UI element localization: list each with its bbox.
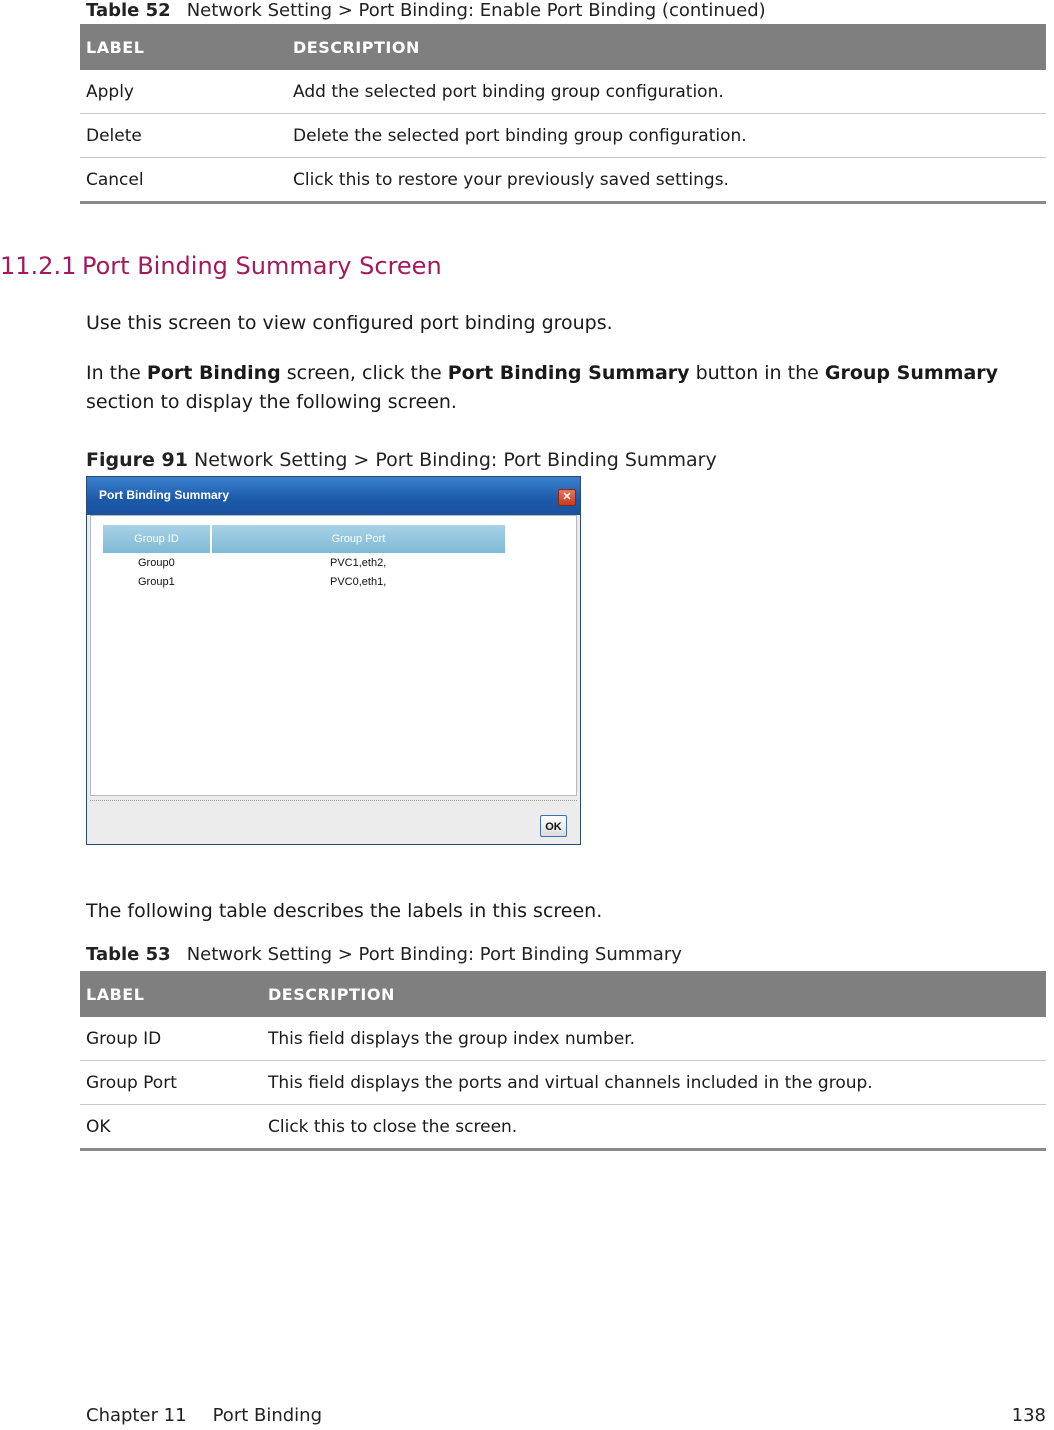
table-caption-text: Network Setting > Port Binding: Port Binding Summary [186, 944, 682, 965]
text-run: screen, click the [280, 362, 448, 384]
group-id-cell: Group1 [138, 576, 175, 588]
table-caption-text: Network Setting > Port Binding: Enable Port Binding (continued) [186, 0, 766, 21]
row-label: Cancel [80, 158, 287, 203]
bold-run: Port Binding [146, 362, 281, 384]
footer-chapter [86, 1405, 322, 1426]
figure-caption [86, 449, 717, 471]
bold-run: Port Binding Summary [447, 362, 690, 384]
bold-run: Group Summary [824, 362, 999, 384]
table-row [80, 70, 1046, 114]
footer-divider [90, 800, 577, 801]
figure-caption-text: Network Setting > Port Binding: Port Binding Summary [193, 449, 717, 471]
row-description: Click this to restore your previously saved settings. [287, 158, 1046, 203]
text-run: In the [86, 362, 147, 384]
text-run: section to display the following screen. [86, 391, 457, 413]
ok-button[interactable]: OK [540, 815, 567, 837]
page-number: 138 [1011, 1405, 1046, 1426]
chapter-title: Port Binding [212, 1405, 323, 1426]
row-description: Add the selected port binding group configuration. [287, 70, 1046, 114]
table-header-label: LABEL [80, 24, 287, 70]
table-53 [80, 971, 1046, 1151]
section-title: Port Binding Summary Screen [82, 252, 442, 280]
column-group-port: Group Port [331, 533, 386, 545]
row-label: Group Port [80, 1061, 262, 1105]
text-run: button in the [689, 362, 825, 384]
table-header-description: DESCRIPTION [287, 24, 1046, 70]
window-title-bar [87, 477, 580, 515]
group-port-cell: PVC1,eth2, [330, 557, 387, 569]
instruction-paragraph [86, 359, 1016, 417]
group-port-cell: PVC0,eth1, [330, 576, 387, 588]
group-id-cell: Group0 [138, 557, 175, 569]
column-group-id: Group ID [134, 533, 179, 545]
table-row [80, 114, 1046, 158]
figure-caption-label: Figure 91 [86, 449, 188, 471]
table-header-row [80, 24, 1046, 70]
row-description: Click this to close the screen. [262, 1105, 1046, 1150]
row-description: This field displays the ports and virtual channels included in the group. [262, 1061, 1046, 1105]
table-intro-paragraph: The following table describes the labels in this screen. [86, 900, 603, 922]
table-row [80, 1105, 1046, 1150]
intro-paragraph: Use this screen to view configured port binding groups. [86, 312, 613, 334]
row-label: Apply [80, 70, 287, 114]
port-binding-summary-window [86, 476, 581, 845]
table-52 [80, 24, 1046, 204]
row-label: OK [80, 1105, 262, 1150]
table-header-description: DESCRIPTION [262, 971, 1046, 1017]
section-number: 11.2.1 [0, 252, 77, 280]
table-53-caption [86, 944, 682, 965]
window-title: Port Binding Summary [99, 488, 230, 502]
row-description: This field displays the group index number. [262, 1017, 1046, 1061]
row-description: Delete the selected port binding group configuration. [287, 114, 1046, 158]
table-row [80, 158, 1046, 203]
row-label: Delete [80, 114, 287, 158]
close-icon[interactable]: ✕ [558, 489, 576, 506]
table-header-label: LABEL [80, 971, 262, 1017]
table-row [80, 1061, 1046, 1105]
section-heading [0, 252, 442, 280]
table-row [80, 1017, 1046, 1061]
chapter-number: Chapter 11 [86, 1405, 187, 1426]
table-52-caption [86, 0, 766, 21]
table-caption-label: Table 53 [86, 944, 171, 965]
table-header-row [80, 971, 1046, 1017]
table-caption-label: Table 52 [86, 0, 171, 21]
row-label: Group ID [80, 1017, 262, 1061]
